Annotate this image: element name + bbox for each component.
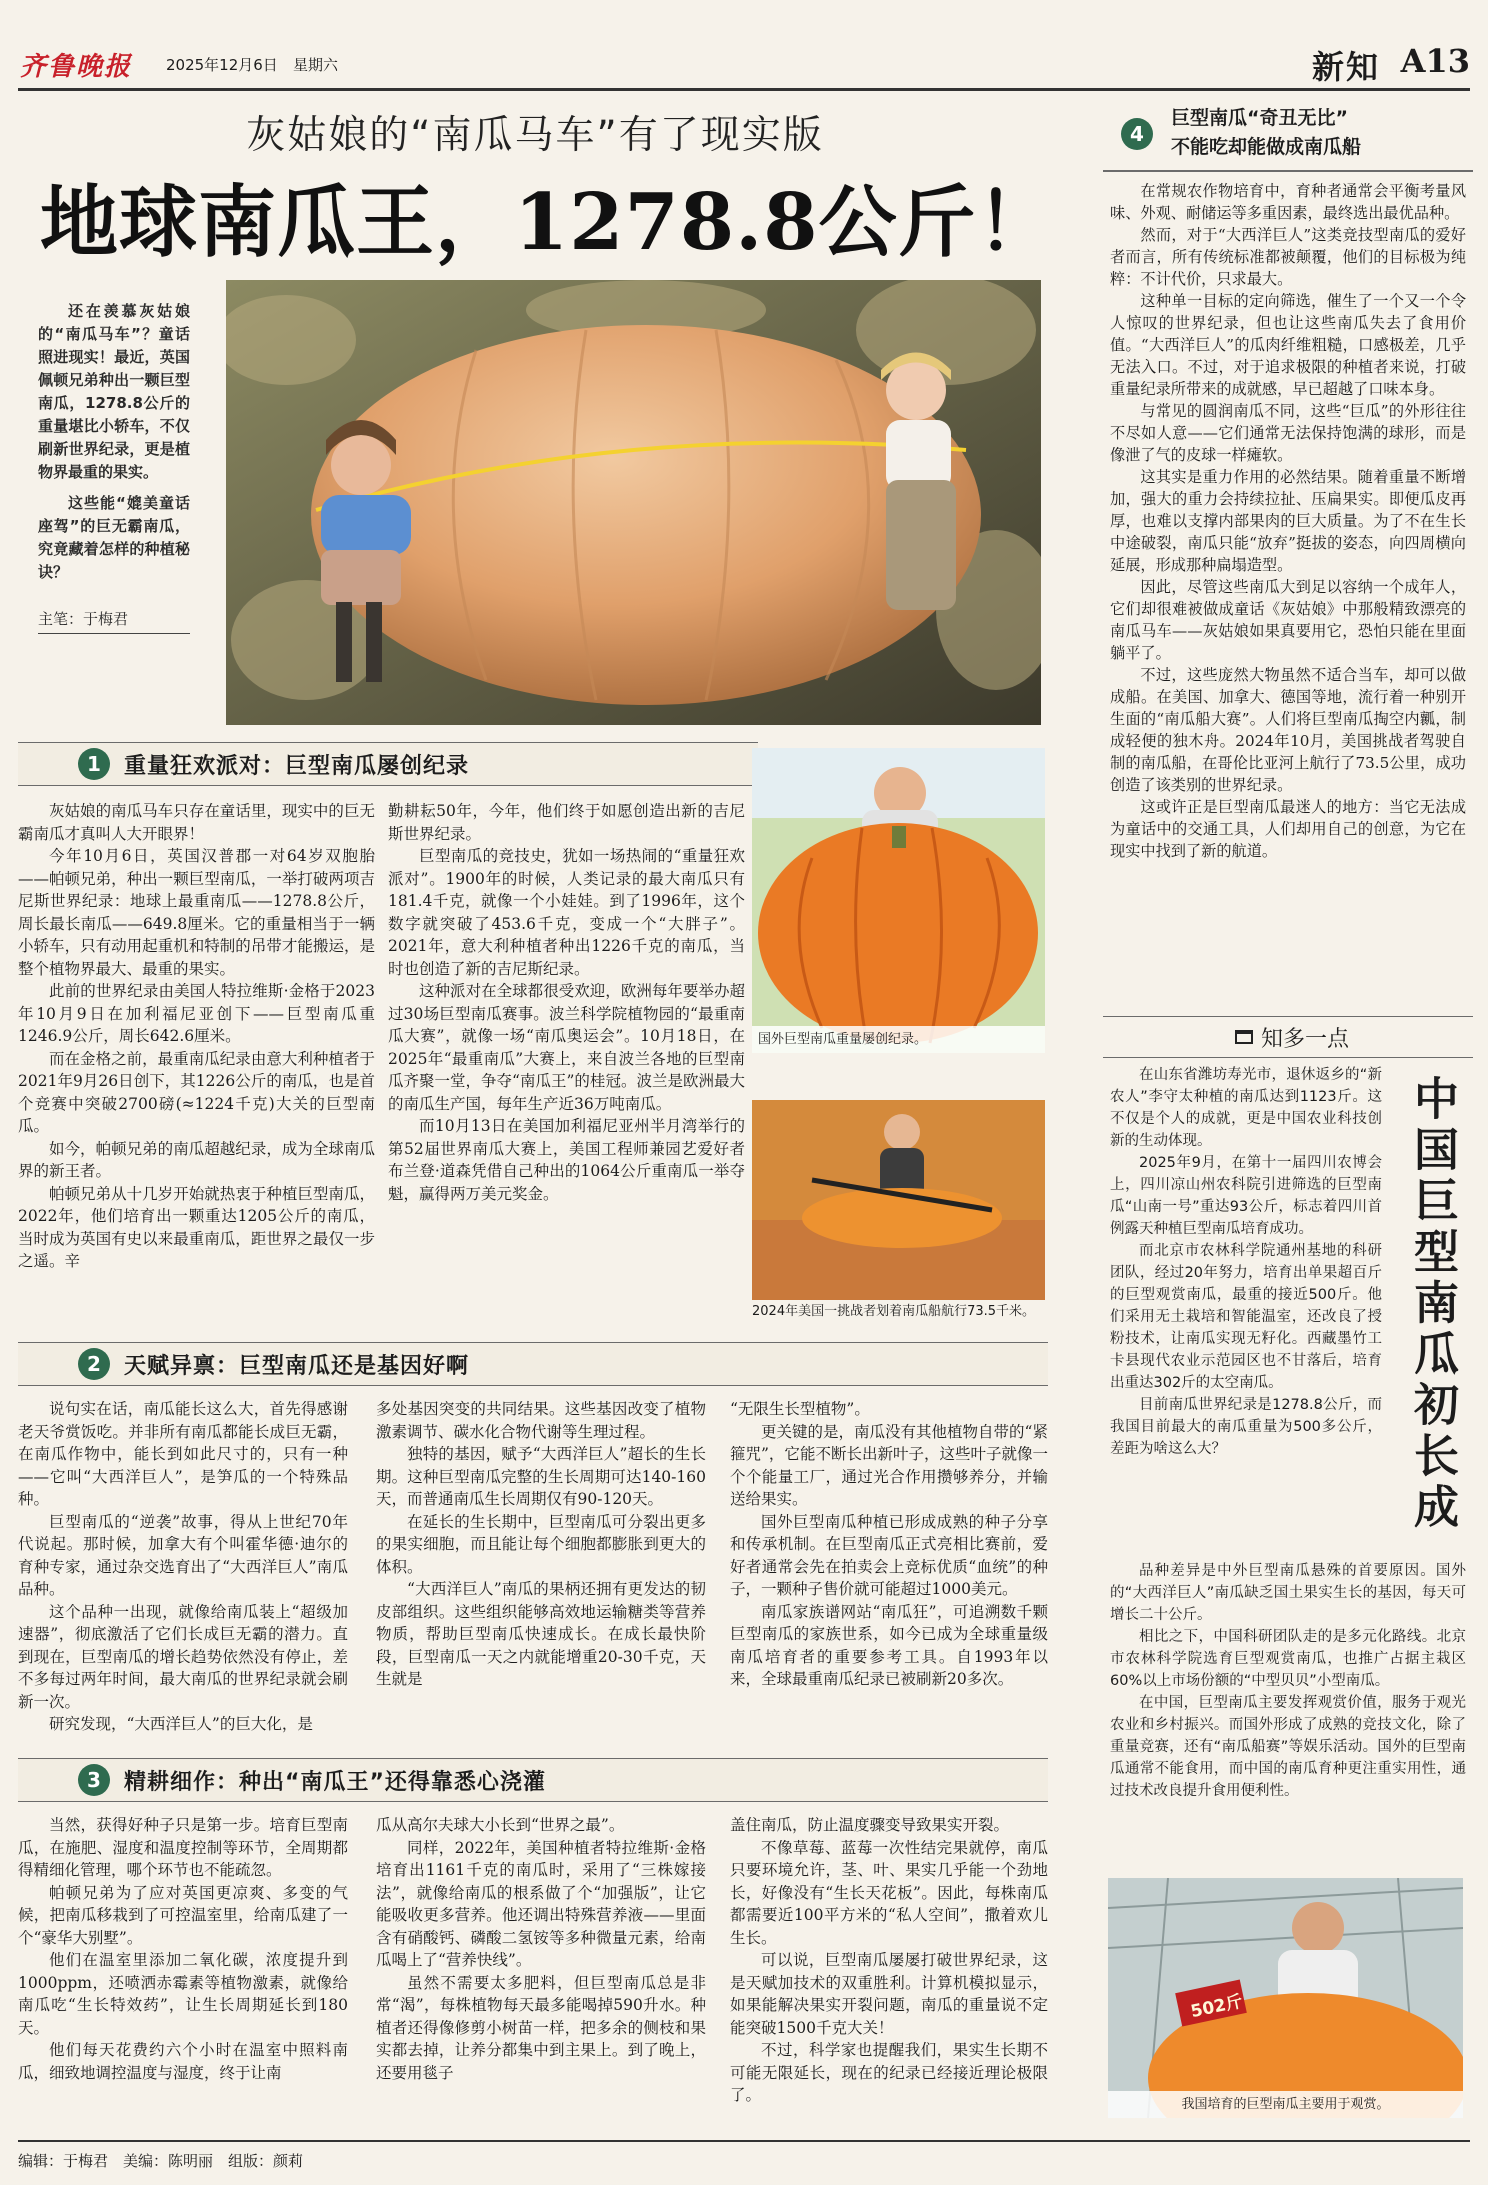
paragraph: 这个品种一出现，就像给南瓜装上“超级加速器”，彻底激活了它们长成巨无霸的潜力。直到现在，巨型南瓜的增长趋势依然没有停止，差不多每过两年时间，最大南瓜的世界纪录就会刷新一次。 [18, 1602, 348, 1711]
sidebar-body-wide [1110, 1560, 1466, 1802]
issue-date: 2025年12月6日 [166, 56, 278, 74]
sidebar-vertical-title-text: 中国巨型南瓜初长成 [1406, 1075, 1459, 1534]
paragraph: 与常见的圆润南瓜不同，这些“巨瓜”的外形往往不尽如人意——它们通常无法保持饱满的球形，而是像泄了气的皮球一样瘫软。 [1110, 402, 1466, 464]
paragraph: 而北京市农林科学院通州基地的科研团队，经过20年努力，培育出单果超百斤的巨型观赏南瓜，最重的接近500斤。他们采用无土栽培和智能温室，还改良了授粉技术，让南瓜实现无籽化。西藏墨竹工卡县现代农业示范园区也不甘落后，培育出重达302斤的太空南瓜。 [1110, 1243, 1382, 1391]
paragraph: 国外巨型南瓜种植已形成成熟的种子分享和传承机制。在巨型南瓜正式亮相比赛前，爱好者通常会先在拍卖会上竞标优质“血统”的种子，一颗种子售价就可能超过1000美元。 [730, 1512, 1048, 1598]
paragraph: “无限生长型植物”。 [730, 1400, 870, 1418]
masthead-rule [18, 88, 1470, 91]
hero-photo [226, 280, 1041, 725]
section-2-header [18, 1342, 1048, 1386]
hero-pumpkin-illustration [226, 280, 1041, 725]
issue-weekday: 星期六 [293, 56, 339, 74]
section-3-col-2 [376, 1814, 706, 2084]
paragraph: 巨型南瓜的竞技史，犹如一场热闹的“重量狂欢派对”。1900年的时候，人类记录的最大南瓜只有181.4千克，就像一个小娃娃。到了1996年，这个数字就突破了453.6千克，变成一个“大胖子”。2021年，意大利种植者种出1226千克的南瓜，当时也创造了新的吉尼斯纪录。 [388, 847, 745, 978]
intro-paragraph: 还在羡慕灰姑娘的“南瓜马车”？童话照进现实！最近，英国佩顿兄弟种出一颗巨型南瓜，1278.8公斤的重量堪比小轿车，不仅刷新世界纪录，更是植物界最重的果实。 [38, 302, 190, 481]
sidebar-box-header [1103, 1016, 1473, 1058]
paragraph: 瓜从高尔夫球大小长到“世界之最”。 [376, 1816, 625, 1834]
weight-tag: 502斤 [1189, 1991, 1245, 2023]
paper-logo: 齐鲁晚报 [20, 52, 133, 82]
intro-paragraph: 这些能“媲美童话座驾”的巨无霸南瓜，究竟藏着怎样的种植秘诀？ [38, 494, 190, 581]
paragraph: 独特的基因，赋予“大西洋巨人”超长的生长期。这种巨型南瓜完整的生长周期可达140-160天，而普通南瓜生长周期仅有90-120天。 [376, 1445, 706, 1508]
headline-kicker: 灰姑娘的“南瓜马车”有了现实版 [246, 113, 824, 158]
giant-pumpkin-photo [752, 748, 1045, 1053]
child-right [881, 353, 956, 611]
footer-credits: 编辑：于梅君 美编：陈明丽 组版：颜莉 [18, 2152, 304, 2170]
section-number: 1 [78, 748, 110, 780]
paragraph: 巨型南瓜的“逆袭”故事，得从上世纪70年代说起。那时候，加拿大有个叫霍华德·迪尔的育种专家，通过杂交选育出了“大西洋巨人”南瓜品种。 [18, 1512, 348, 1598]
pumpkin-boat-photo [752, 1100, 1045, 1300]
paragraph: 帕顿兄弟为了应对英国更凉爽、多变的气候，把南瓜移栽到了可控温室里，给南瓜建了一个“豪华大别墅”。 [18, 1883, 348, 1947]
sidebar-body-narrow [1110, 1064, 1382, 1460]
intro-byline: 主笔：于梅君 [38, 608, 190, 634]
sidebar-box-title: 知多一点 [1261, 1026, 1350, 1052]
section-title: 重量狂欢派对：巨型南瓜屡创纪录 [124, 753, 470, 779]
paragraph: 这或许正是巨型南瓜最迷人的地方：当它无法成为童话中的交通工具，人们却用自己的创意，为它在现实中找到了新的航道。 [1110, 798, 1466, 860]
paragraph: 同样，2022年，美国种植者特拉维斯·金格培育出1161千克的南瓜时，采用了“三株嫁接法”，就像给南瓜的根系做了个“加强版”，让它能吸收更多营养。他还调出特殊营养液——里面含有硝酸钙、磷酸二氢铵等多种微量元素，给南瓜喝上了“营养快线”。 [376, 1838, 706, 1969]
photo-caption: 2024年美国一挑战者划着南瓜船航行73.5千米。 [752, 1304, 1036, 1319]
section-2-col-1 [18, 1398, 348, 1736]
paragraph: 研究发现，“大西洋巨人”的巨大化，是 [49, 1715, 313, 1733]
paragraph: 可以说，巨型南瓜屡屡打破世界纪录，这是天赋加技术的双重胜利。计算机模拟显示，如果能解决果实开裂问题，南瓜的重量说不定能突破1500千克大关！ [730, 1951, 1048, 2037]
masthead [18, 42, 1470, 86]
section-1-col-2 [388, 800, 745, 1205]
sidebar-vertical-title [1392, 1075, 1462, 1534]
section-number: 3 [78, 1764, 110, 1796]
footer-rule [18, 2140, 1470, 2142]
page-number: A13 [1400, 42, 1470, 80]
section-3-col-1 [18, 1814, 348, 2084]
section-2-col-3 [730, 1398, 1048, 1691]
section-1-header [18, 742, 758, 786]
paragraph: 南瓜家族谱网站“南瓜狂”，可追溯数千颗巨型南瓜的家族世系，如今已成为全球重量级南瓜培育者的重要参考工具。自1993年以来，全球最重南瓜纪录已被刷新20多次。 [730, 1602, 1048, 1688]
paragraph: 这种单一目标的定向筛选，催生了一个又一个令人惊叹的世界纪录，但也让这些南瓜失去了食用价值。“大西洋巨人”的瓜肉纤维粗糙，口感极差，几乎无法入口。不过，对于追求极限的种植者来说，打破重量纪录所带来的成就感，早已超越了口味本身。 [1110, 292, 1466, 398]
paragraph: 在延长的生长期中，巨型南瓜可分裂出更多的果实细胞，而且能让每个细胞都膨胀到更大的体积。 [376, 1512, 706, 1576]
photo-caption: 我国培育的巨型南瓜主要用于观赏。 [1108, 2091, 1463, 2118]
paragraph: 虽然不需要太多肥料，但巨型南瓜总是非常“渴”，每株植物每天最多能喝掉590升水。种植者还得像修剪小树苗一样，把多余的侧枝和果实都去掉，让养分都集中到主果上。到了晚上，还要用毯子 [376, 1973, 706, 2082]
section-4-rule [1103, 170, 1473, 172]
paragraph: 这其实是重力作用的必然结果。随着重量不断增加，强大的重力会持续拉扯、压扁果实。即便瓜皮再厚，也难以支撑内部果肉的巨大质量。为了不在生长中途破裂，南瓜只能“放弃”挺拔的姿态，向四周横向延展，形成那种扁塌造型。 [1110, 468, 1466, 574]
paragraph: 2025年9月，在第十一届四川农博会上，四川凉山州农科院引进筛选的巨型南瓜“山南一号”重达93公斤，标志着四川首例露天种植巨型南瓜培育成功。 [1110, 1155, 1382, 1237]
paragraph: “大西洋巨人”南瓜的果柄还拥有更发达的韧皮部组织。这些组织能够高效地运输糖类等营养物质，帮助巨型南瓜快速成长。在成长最快阶段，巨型南瓜一天之内就能增重20-30千克，天生就是 [376, 1580, 706, 1688]
paragraph: 相比之下，中国科研团队走的是多元化路线。北京市农林科学院选育巨型观赏南瓜，也推广占据主栽区60%以上市场份额的“中型贝贝”小型南瓜。 [1110, 1629, 1466, 1689]
section-number: 4 [1121, 118, 1153, 150]
paragraph: 然而，对于“大西洋巨人”这类竞技型南瓜的爱好者而言，所有传统标准都被颠覆，他们的目标极为纯粹：不计代价，只求最大。 [1110, 226, 1466, 288]
paragraph: 勤耕耘50年，今年，他们终于如愿创造出新的吉尼斯世界纪录。 [388, 802, 745, 843]
paragraph: 而在金格之前，最重南瓜纪录由意大利种植者于2021年9月26日创下，其1226公斤的南瓜，也是首个竞赛中突破2700磅(≈1224千克)大关的巨型南瓜。 [18, 1049, 375, 1135]
paragraph: 多处基因突变的共同结果。这些基因改变了植物激素调节、碳水化合物代谢等生理过程。 [376, 1400, 706, 1441]
paragraph: 今年10月6日，英国汉普郡一对64岁双胞胎——帕顿兄弟，种出一颗巨型南瓜，一举打破两项吉尼斯世界纪录：地球上最重南瓜——1278.8公斤，周长最长南瓜——649.8厘米。它的重量相当于一辆小轿车，只有动用起重机和特制的吊带才能搬运，是整个植物界最大、最重的果实。 [18, 847, 375, 978]
paragraph: 如今，帕顿兄弟的南瓜超越纪录，成为全球南瓜界的新王者。 [18, 1139, 375, 1180]
paragraph: 盖住南瓜，防止温度骤变导致果实开裂。 [730, 1816, 1010, 1834]
paragraph: 品种差异是中外巨型南瓜悬殊的首要原因。国外的“大西洋巨人”南瓜缺乏国土果实生长的基因，每天可增长二十公斤。 [1110, 1563, 1466, 1623]
intro [38, 300, 190, 634]
paragraph: 在常规农作物培育中，育种者通常会平衡考量风味、外观、耐储运等多重因素，最终选出最优品种。 [1110, 182, 1466, 222]
paragraph: 这种派对在全球都很受欢迎，欧洲每年要举办超过30场巨型南瓜赛事。波兰科学院植物园的“最重南瓜大赛”，就像一场“南瓜奥运会”。10月18日，在2025年“最重南瓜”大赛上，来自波兰各地的巨型南瓜齐聚一堂，争夺“南瓜王”的桂冠。波兰是欧洲最大的南瓜生产国，每年生产近36万吨南瓜。 [388, 982, 745, 1113]
section-4-header [1103, 100, 1473, 168]
paragraph: 不过，这些庞然大物虽然不适合当车，却可以做成船。在美国、加拿大、德国等地，流行着一种别开生面的“南瓜船大赛”。人们将巨型南瓜掏空内瓤，制成轻便的独木舟。2024年10月，美国挑战者驾驶自制的南瓜船，在哥伦比亚河上航行了73.5公里，成功创造了该类别的世界纪录。 [1110, 666, 1466, 794]
paragraph: 此前的世界纪录由美国人特拉维斯·金格于2023年10月9日在加利福尼亚创下——巨型南瓜重1246.9公斤，周长642.6厘米。 [18, 982, 375, 1045]
section-name: 新知 [1311, 48, 1380, 86]
paragraph: 当然，获得好种子只是第一步。培育巨型南瓜，在施肥、湿度和温度控制等环节，全周期都得精细化管理，哪个环节也不能疏忽。 [18, 1816, 348, 1879]
section-title [1171, 104, 1361, 162]
section-4-body [1110, 180, 1466, 862]
paragraph: 不过，科学家也提醒我们，果实生长期不可能无限延长，现在的纪录已经接近理论极限了。 [730, 2041, 1048, 2104]
paragraph: 在山东省潍坊寿光市，退休返乡的“新农人”李守太种植的南瓜达到1123斤。这不仅是个人的成就，更是中国农业科技创新的生动体现。 [1110, 1067, 1382, 1149]
headline-main: 地球南瓜王，1278.8公斤！ [40, 177, 1056, 268]
china-pumpkin-photo [1108, 1878, 1463, 2118]
photo-caption: 国外巨型南瓜重量屡创纪录。 [752, 1026, 1045, 1053]
book-icon [1235, 1030, 1253, 1044]
paragraph: 而10月13日在美国加利福尼亚州半月湾举行的第52届世界南瓜大赛上，美国工程师兼园艺爱好者布兰登·道森凭借自己种出的1064公斤重南瓜一举夺魁，赢得两万美元奖金。 [388, 1117, 745, 1203]
paragraph: 灰姑娘的南瓜马车只存在童话里，现实中的巨无霸南瓜才真叫人大开眼界！ [18, 802, 375, 843]
paragraph: 因此，尽管这些南瓜大到足以容纳一个成年人，它们却很难被做成童话《灰姑娘》中那般精致漂亮的南瓜马车——灰姑娘如果真要用它，恐怕只能在里面躺平了。 [1110, 578, 1466, 662]
section-title-line: 不能吃却能做成南瓜船 [1171, 136, 1362, 158]
paragraph: 在中国，巨型南瓜主要发挥观赏价值，服务于观光农业和乡村振兴。而国外形成了成熟的竞技文化，除了重量竞赛，还有“南瓜船赛”等娱乐活动。国外的巨型南瓜通常不能食用，而中国的南瓜育种更注重实用性，通过技术改良提升食用便利性。 [1110, 1695, 1466, 1799]
section-number: 2 [78, 1348, 110, 1380]
section-3-col-3 [730, 1814, 1048, 2107]
paragraph: 说句实在话，南瓜能长这么大，首先得感谢老天爷赏饭吃。并非所有南瓜都能长成巨无霸，在南瓜作物中，能长到如此尺寸的，只有一种——它叫“大西洋巨人”，是笋瓜的一个特殊品种。 [18, 1400, 348, 1508]
paragraph: 他们在温室里添加二氧化碳，浓度提升到1000ppm，还喷洒赤霉素等植物激素，就像给南瓜吃“生长特效药”，让生长周期延长到180天。 [18, 1951, 348, 2037]
section-3-header [18, 1758, 1048, 1802]
paragraph: 不像草莓、蓝莓一次性结完果就停，南瓜只要环境允许，茎、叶、果实几乎能一个劲地长，好像没有“生长天花板”。因此，每株南瓜都需要近100平方米的“私人空间”，撒着欢儿生长。 [730, 1838, 1048, 1947]
section-title: 精耕细作：种出“南瓜王”还得靠悉心浇灌 [124, 1769, 546, 1795]
paragraph: 更关键的是，南瓜没有其他植物自带的“紧箍咒”，它能不断长出新叶子，这些叶子就像一个个能量工厂，通过光合作用攒够养分，并输送给果实。 [730, 1422, 1048, 1508]
paragraph: 他们每天花费约六个小时在温室中照料南瓜，细致地调控温度与湿度，终于让南 [18, 2041, 348, 2082]
section-title-line: 巨型南瓜“奇丑无比” [1171, 107, 1348, 129]
section-title: 天赋异禀：巨型南瓜还是基因好啊 [124, 1353, 470, 1379]
paragraph: 帕顿兄弟从十几岁开始就热衷于种植巨型南瓜，2022年，他们培育出一颗重达1205公斤的南瓜，当时成为英国有史以来最重南瓜，距世界之最仅一步之遥。辛 [18, 1184, 375, 1270]
section-2-col-2 [376, 1398, 706, 1691]
paragraph: 目前南瓜世界纪录是1278.8公斤，而我国目前最大的南瓜重量为500多公斤，差距为啥这么大？ [1110, 1397, 1382, 1457]
section-1-col-1 [18, 800, 375, 1273]
